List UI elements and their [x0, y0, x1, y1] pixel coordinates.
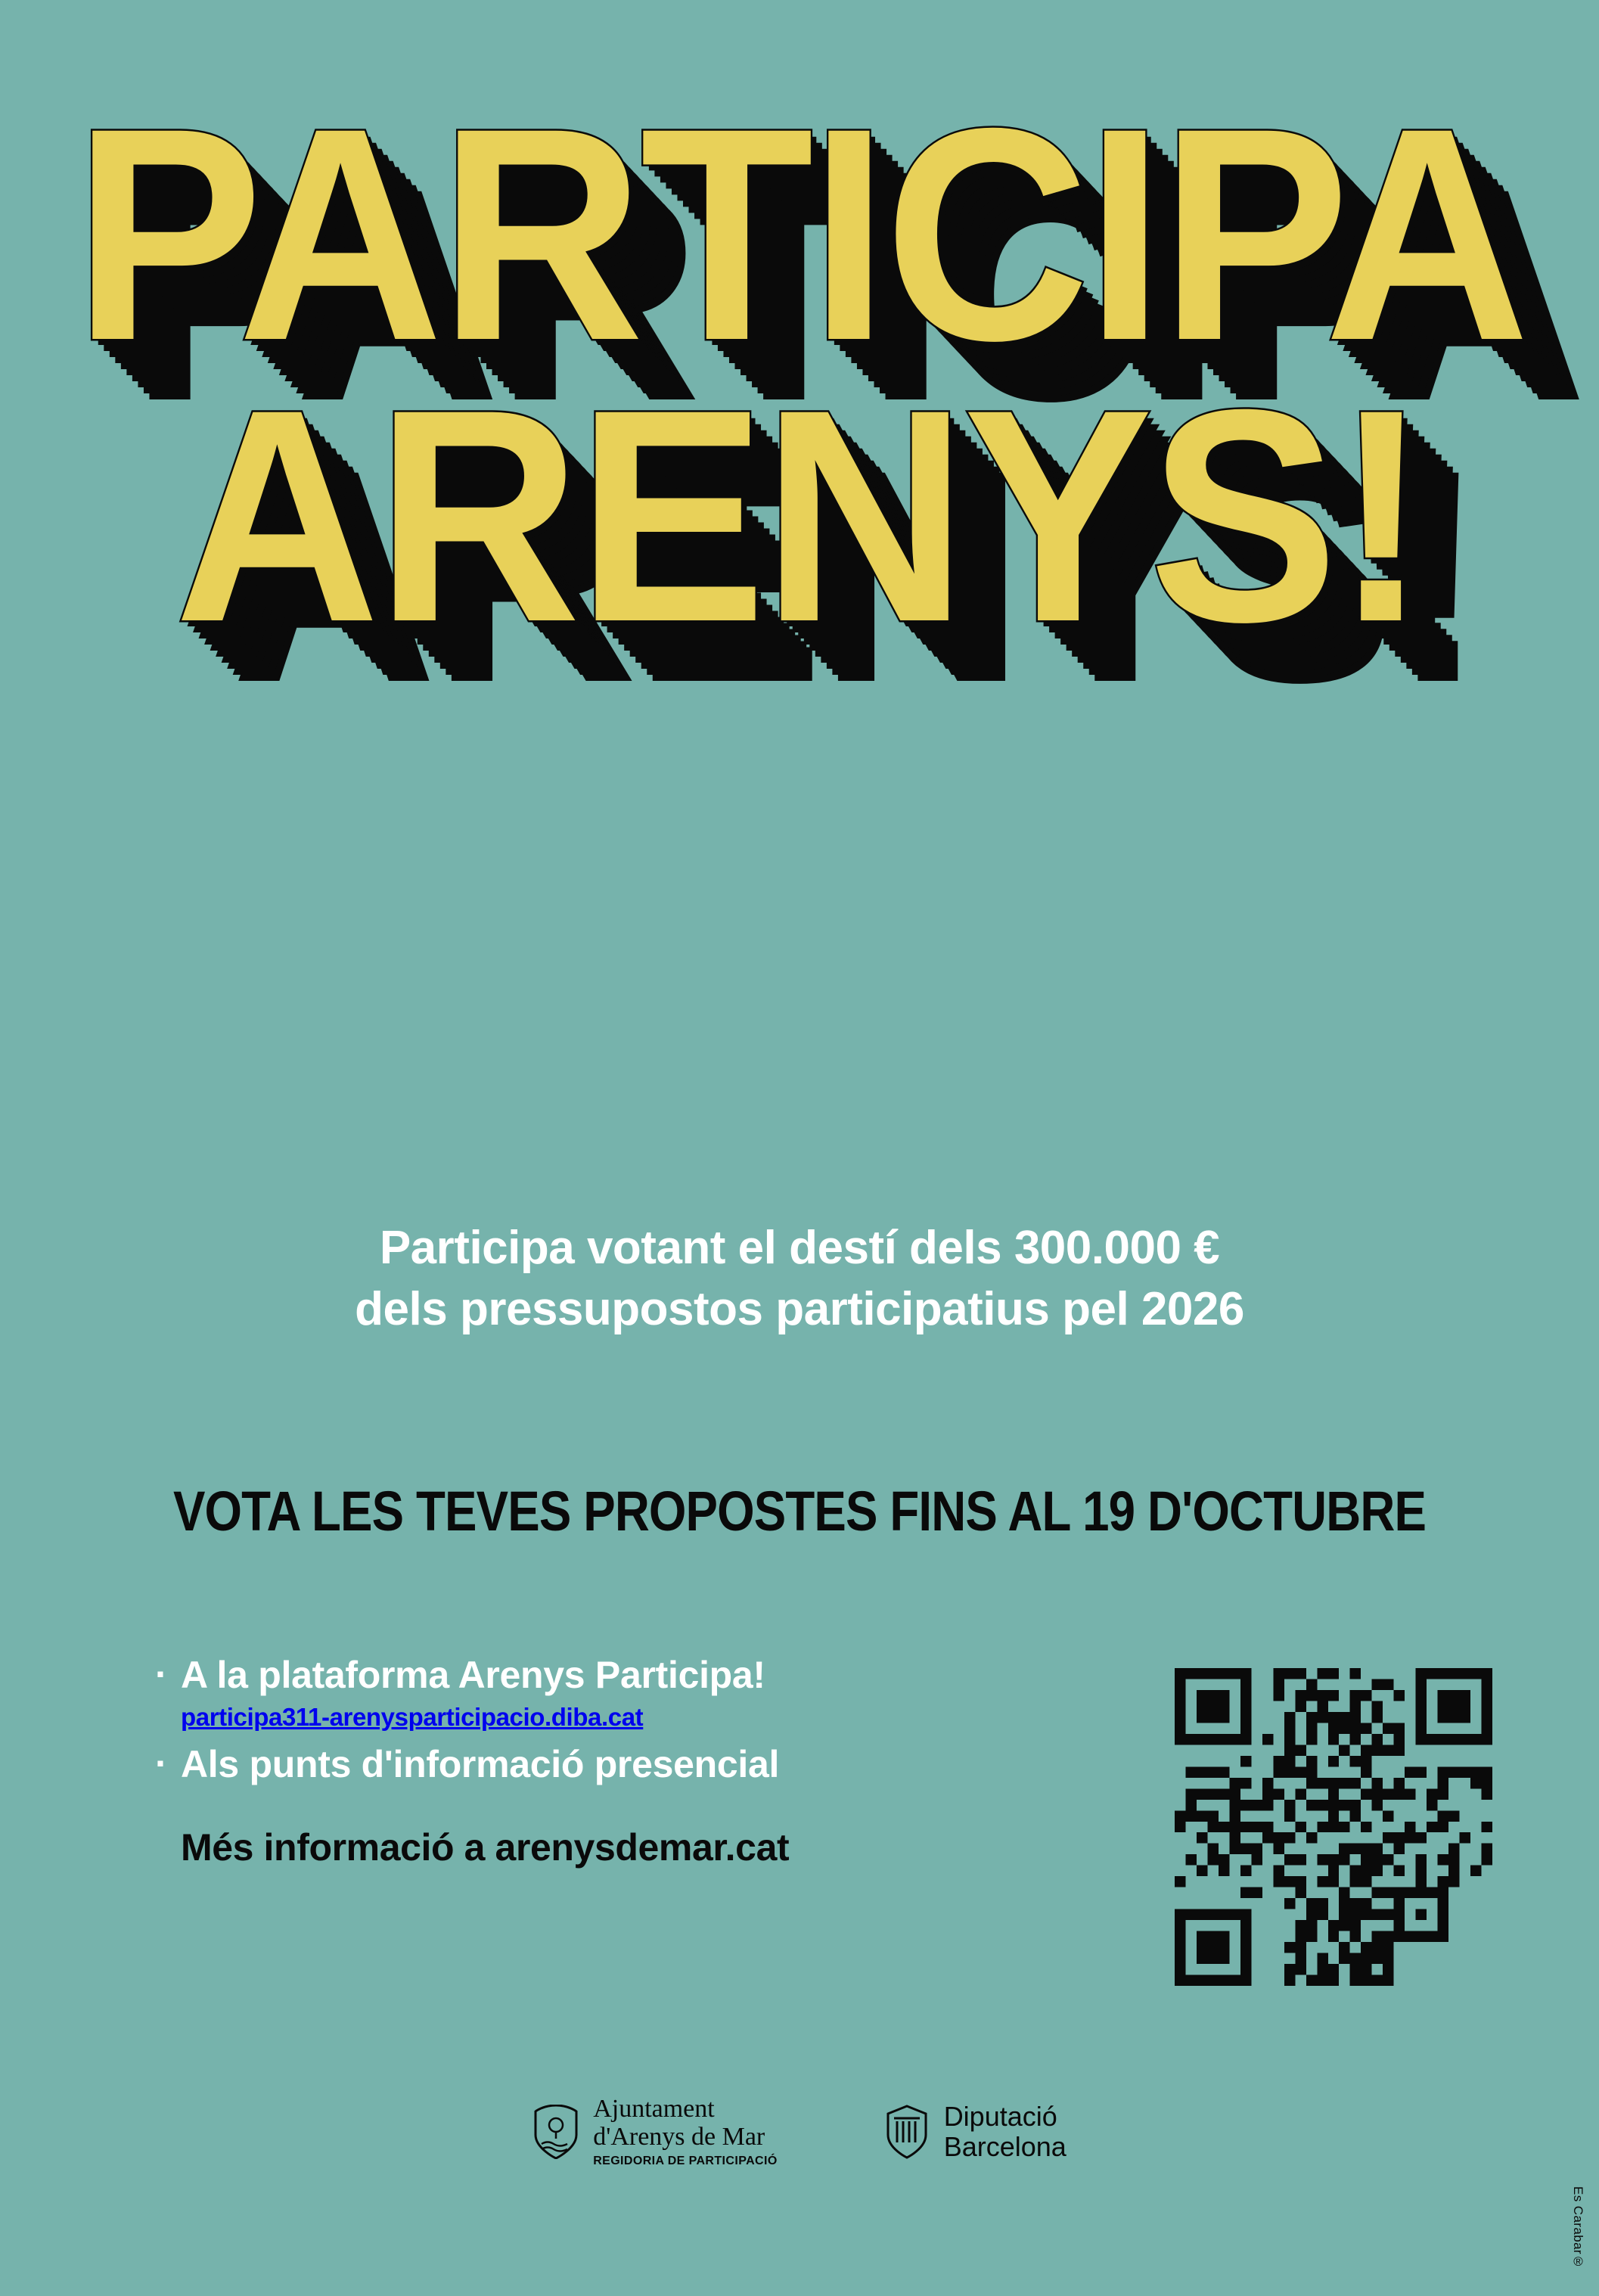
voting-deadline-text: VOTA LES TEVES PROPOSTES FINS AL 19 D'OCTUBRE [172, 1480, 1427, 1543]
platform-url-link[interactable]: participa311-arenysparticipacio.diba.cat [181, 1703, 644, 1731]
footer-logos [0, 2096, 1599, 2168]
logo-ajuntament-arenys-de-mar [532, 2096, 778, 2168]
designer-credit: Es Carabar® [1571, 2186, 1585, 2269]
qr-code-image[interactable] [1175, 1668, 1492, 1986]
diputacio-barcelona-crest-icon [883, 2105, 930, 2159]
poster-headline [0, 65, 1599, 685]
subtitle-line-1: Participa votant el destí dels 300.000 € [379, 1222, 1220, 1274]
headline-line-2: ARENYS! [174, 346, 1425, 685]
logo-line-2: d'Arenys de Mar [593, 2122, 765, 2151]
logo-line-2: Barcelona [943, 2130, 1067, 2162]
list-item [155, 1742, 1093, 1786]
logo-line-1: Ajuntament [593, 2095, 715, 2123]
channel-label-inperson: Als punts d'informació presencial [181, 1743, 780, 1785]
poster-subtitle [113, 1218, 1486, 1340]
logo-line-3: REGIDORIA DE PARTICIPACIÓ [593, 2155, 778, 2168]
bullet-icon: · [155, 1742, 168, 1785]
bullet-icon: · [155, 1653, 168, 1695]
logo-line-1: Diputació [943, 2100, 1057, 2132]
subtitle-line-2: dels pressupostos participatius pel 2026 [355, 1282, 1244, 1335]
arenys-de-mar-crest-icon [532, 2105, 579, 2159]
logo-diputacio-barcelona [883, 2102, 1067, 2163]
headline-line-1: PARTICIPA [73, 65, 1526, 403]
participation-channels [155, 1653, 1093, 1869]
channel-label-platform: A la plataforma Arenys Participa! [181, 1654, 765, 1696]
list-item [155, 1653, 1093, 1697]
more-info-text: Més informació a arenysdemar.cat [181, 1826, 790, 1869]
qr-code[interactable] [1175, 1668, 1492, 1986]
